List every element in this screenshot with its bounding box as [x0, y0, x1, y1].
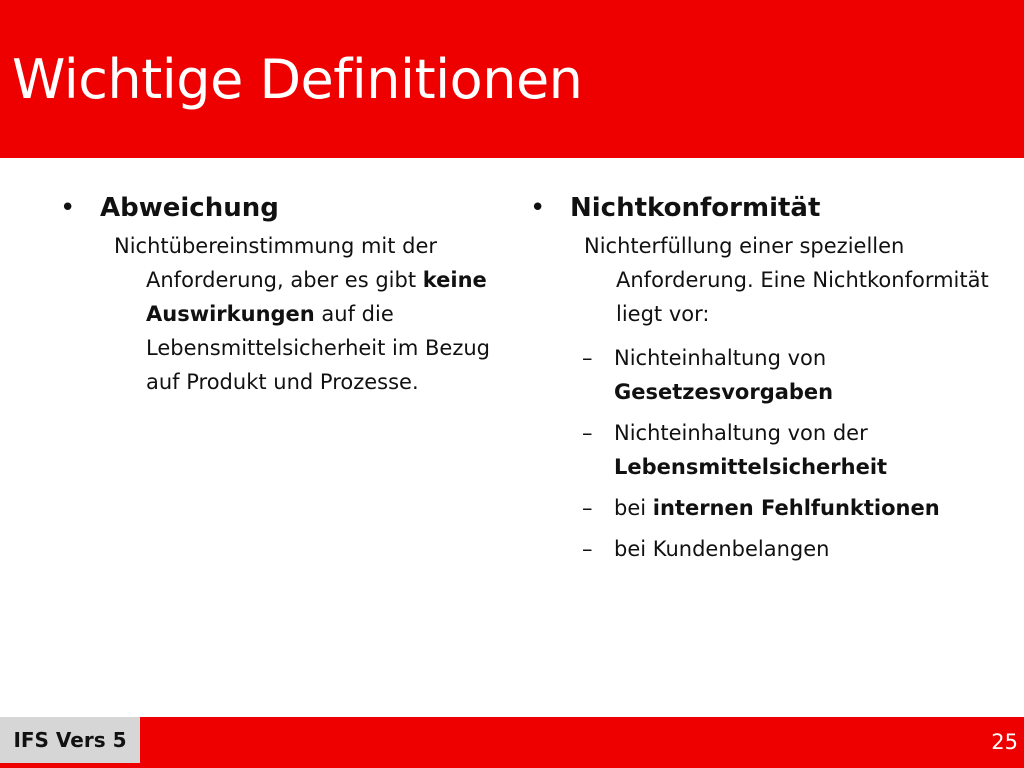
page-number: 25 — [991, 730, 1018, 754]
footer-label: IFS Vers 5 — [0, 717, 140, 763]
list-item-text: bei Kundenbelangen — [614, 537, 830, 561]
list-item — [582, 491, 1000, 525]
list-item-emphasis: Lebensmittelsicherheit — [614, 455, 888, 479]
dash-icon: – — [582, 537, 593, 561]
definition-emphasis: keine Auswirkungen — [146, 268, 487, 326]
list-item-text: bei — [614, 496, 653, 520]
dash-icon: – — [582, 346, 593, 370]
left-column — [60, 187, 500, 399]
right-column — [530, 187, 1000, 573]
list-item — [582, 341, 1000, 409]
dash-icon: – — [582, 496, 593, 520]
list-item — [582, 532, 1000, 566]
title-bar — [0, 0, 1024, 158]
list-item — [582, 416, 1000, 484]
dash-icon: – — [582, 421, 593, 445]
list-item-emphasis: Gesetzesvorgaben — [614, 380, 834, 404]
heading-nichtkonformitaet: Nichtkonformität — [570, 193, 821, 223]
bullet-icon: • — [60, 193, 76, 223]
heading-abweichung: Abweichung — [100, 193, 279, 223]
footer-bar — [0, 717, 1024, 768]
definition-text-start: Nichtübereinstimmung mit der Anforderung, aber es gibt — [114, 234, 438, 292]
right-heading-row — [530, 187, 1000, 229]
definition-nichtkonformitaet: Nichterfüllung einer speziellen Anforderung. Eine Nichtkonformität liegt vor: — [584, 234, 989, 326]
definition-abweichung — [114, 229, 500, 399]
slide-title: Wichtige Definitionen — [12, 48, 583, 111]
list-item-emphasis: internen Fehlfunktionen — [652, 496, 940, 520]
list-item-text: Nichteinhaltung von — [614, 346, 827, 370]
definition-text-end: auf die Lebensmittelsicherheit im Bezug auf Produkt und Prozesse. — [146, 302, 491, 394]
bullet-icon: • — [530, 193, 546, 223]
nichtkonformitaet-list — [582, 341, 1000, 566]
left-heading-row — [60, 187, 500, 229]
list-item-text: Nichteinhaltung von der — [614, 421, 868, 445]
